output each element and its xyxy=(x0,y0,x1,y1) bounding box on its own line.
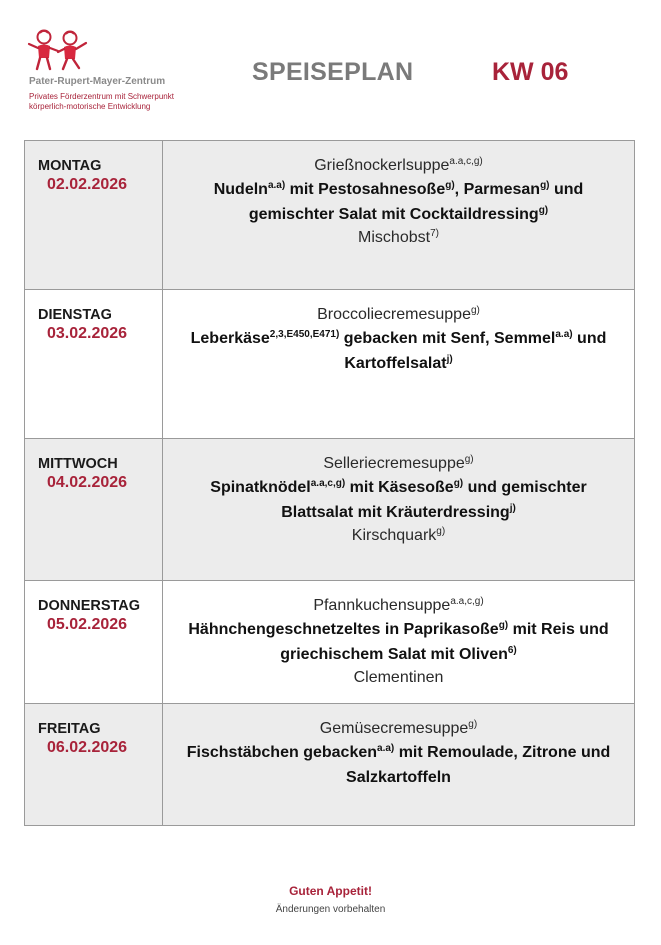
soup-item xyxy=(163,155,634,177)
calendar-week: KW 06 xyxy=(492,58,569,86)
main-dish xyxy=(163,326,634,376)
soup-item xyxy=(163,304,634,326)
allergen-code: j) xyxy=(509,503,516,514)
day-cell xyxy=(25,141,163,290)
day-name: DONNERSTAG xyxy=(38,598,141,614)
dessert-item xyxy=(163,525,634,547)
organization-subtitle-line-1: Privates Förderzentrum mit Schwerpunkt xyxy=(29,92,174,101)
food-cell xyxy=(163,439,635,581)
food-cell xyxy=(163,704,635,826)
soup-item xyxy=(163,718,634,740)
allergen-code: 2,3,E450,E471) xyxy=(269,329,340,340)
footer-greeting: Guten Appetit! xyxy=(289,884,372,898)
footer-note: Änderungen vorbehalten xyxy=(275,904,386,915)
day-date: 04.02.2026 xyxy=(47,474,128,491)
day-cell xyxy=(25,290,163,439)
main-dish xyxy=(163,617,634,667)
allergen-code: g) xyxy=(470,305,480,316)
menu-row-dienstag xyxy=(25,290,635,439)
food-cell xyxy=(163,581,635,704)
soup-item xyxy=(163,453,634,475)
soup-item xyxy=(163,595,634,617)
dish-text: und gemischter Blattsalat mit Kräuterdressing xyxy=(281,479,587,521)
main-dish xyxy=(163,740,634,790)
dish-text: und gemischter Salat mit Cocktaildressing xyxy=(248,181,584,223)
children-figures-logo-icon xyxy=(26,28,90,74)
organization-logo xyxy=(26,28,206,111)
dish-text: , Parmesan xyxy=(454,181,541,198)
day-date: 05.02.2026 xyxy=(47,616,128,633)
dish-text: Spinatknödel xyxy=(210,479,311,496)
main-dish xyxy=(163,475,634,525)
allergen-code: g) xyxy=(468,719,478,730)
allergen-code: a.a,c,g) xyxy=(310,478,346,489)
page-title: SPEISEPLAN xyxy=(252,58,414,86)
organization-name: Pater-Rupert-Mayer-Zentrum xyxy=(29,76,166,87)
allergen-code: g) xyxy=(464,454,474,465)
food-cell xyxy=(163,141,635,290)
day-date: 02.02.2026 xyxy=(47,176,128,193)
dish-text: mit Remoulade, Zitrone und Salzkartoffeln xyxy=(346,744,611,786)
dessert-name: Clementinen xyxy=(353,669,444,686)
day-cell xyxy=(25,581,163,704)
soup-name: Grießnockerlsuppe xyxy=(314,157,450,174)
day-name: MITTWOCH xyxy=(38,456,118,472)
menu-row-freitag xyxy=(25,704,635,826)
soup-name: Selleriecremesuppe xyxy=(323,455,465,472)
allergen-code: g) xyxy=(498,620,509,631)
day-cell xyxy=(25,439,163,581)
dish-text: Nudeln xyxy=(213,181,268,198)
soup-name: Gemüsecremesuppe xyxy=(319,720,469,737)
allergen-code: 6) xyxy=(507,645,517,656)
food-cell xyxy=(163,290,635,439)
day-date: 06.02.2026 xyxy=(47,739,128,756)
organization-subtitle-line-2: körperlich-motorische Entwicklung xyxy=(29,102,151,111)
dish-text: Hähnchengeschnetzeltes in Paprikasoße xyxy=(188,621,499,638)
menu-row-donnerstag xyxy=(25,581,635,704)
allergen-code: a.a) xyxy=(377,743,395,754)
menu-row-montag xyxy=(25,141,635,290)
main-dish xyxy=(163,177,634,227)
allergen-code: g) xyxy=(453,478,464,489)
dish-text: Fischstäbchen gebacken xyxy=(186,744,378,761)
day-name: DIENSTAG xyxy=(38,307,112,323)
allergen-code: g) xyxy=(538,205,549,216)
menu-row-mittwoch xyxy=(25,439,635,581)
allergen-code: a.a,c,g) xyxy=(449,156,483,167)
dish-text: mit Pestosahnesoße xyxy=(285,181,446,198)
allergen-code: a.a,c,g) xyxy=(450,596,484,607)
dessert-name: Kirschquark xyxy=(351,527,437,544)
dish-text: mit Käsesoße xyxy=(345,479,454,496)
day-name: MONTAG xyxy=(38,158,102,174)
dish-text: Leberkäse xyxy=(190,330,270,347)
dish-text: und Kartoffelsalat xyxy=(344,330,607,372)
dish-text: gebacken mit Senf, Semmel xyxy=(339,330,556,347)
allergen-code: a.a) xyxy=(555,329,573,340)
allergen-code: g) xyxy=(436,526,446,537)
day-date: 03.02.2026 xyxy=(47,325,128,342)
soup-name: Pfannkuchensuppe xyxy=(313,597,451,614)
allergen-code: 7) xyxy=(430,228,439,239)
allergen-code: j) xyxy=(446,354,453,365)
allergen-code: a.a) xyxy=(267,180,286,191)
day-name: FREITAG xyxy=(38,721,101,737)
day-cell xyxy=(25,704,163,826)
dish-text: mit Reis und griechischem Salat mit Oliven xyxy=(280,621,609,663)
allergen-code: g) xyxy=(445,180,455,191)
organization-subtitle xyxy=(29,92,174,112)
dessert-item xyxy=(163,227,634,249)
dessert-name: Mischobst xyxy=(358,229,431,246)
weekly-menu-table xyxy=(24,140,635,826)
dessert-item xyxy=(163,667,634,689)
allergen-code: g) xyxy=(540,180,550,191)
soup-name: Broccoliecremesuppe xyxy=(317,306,471,323)
